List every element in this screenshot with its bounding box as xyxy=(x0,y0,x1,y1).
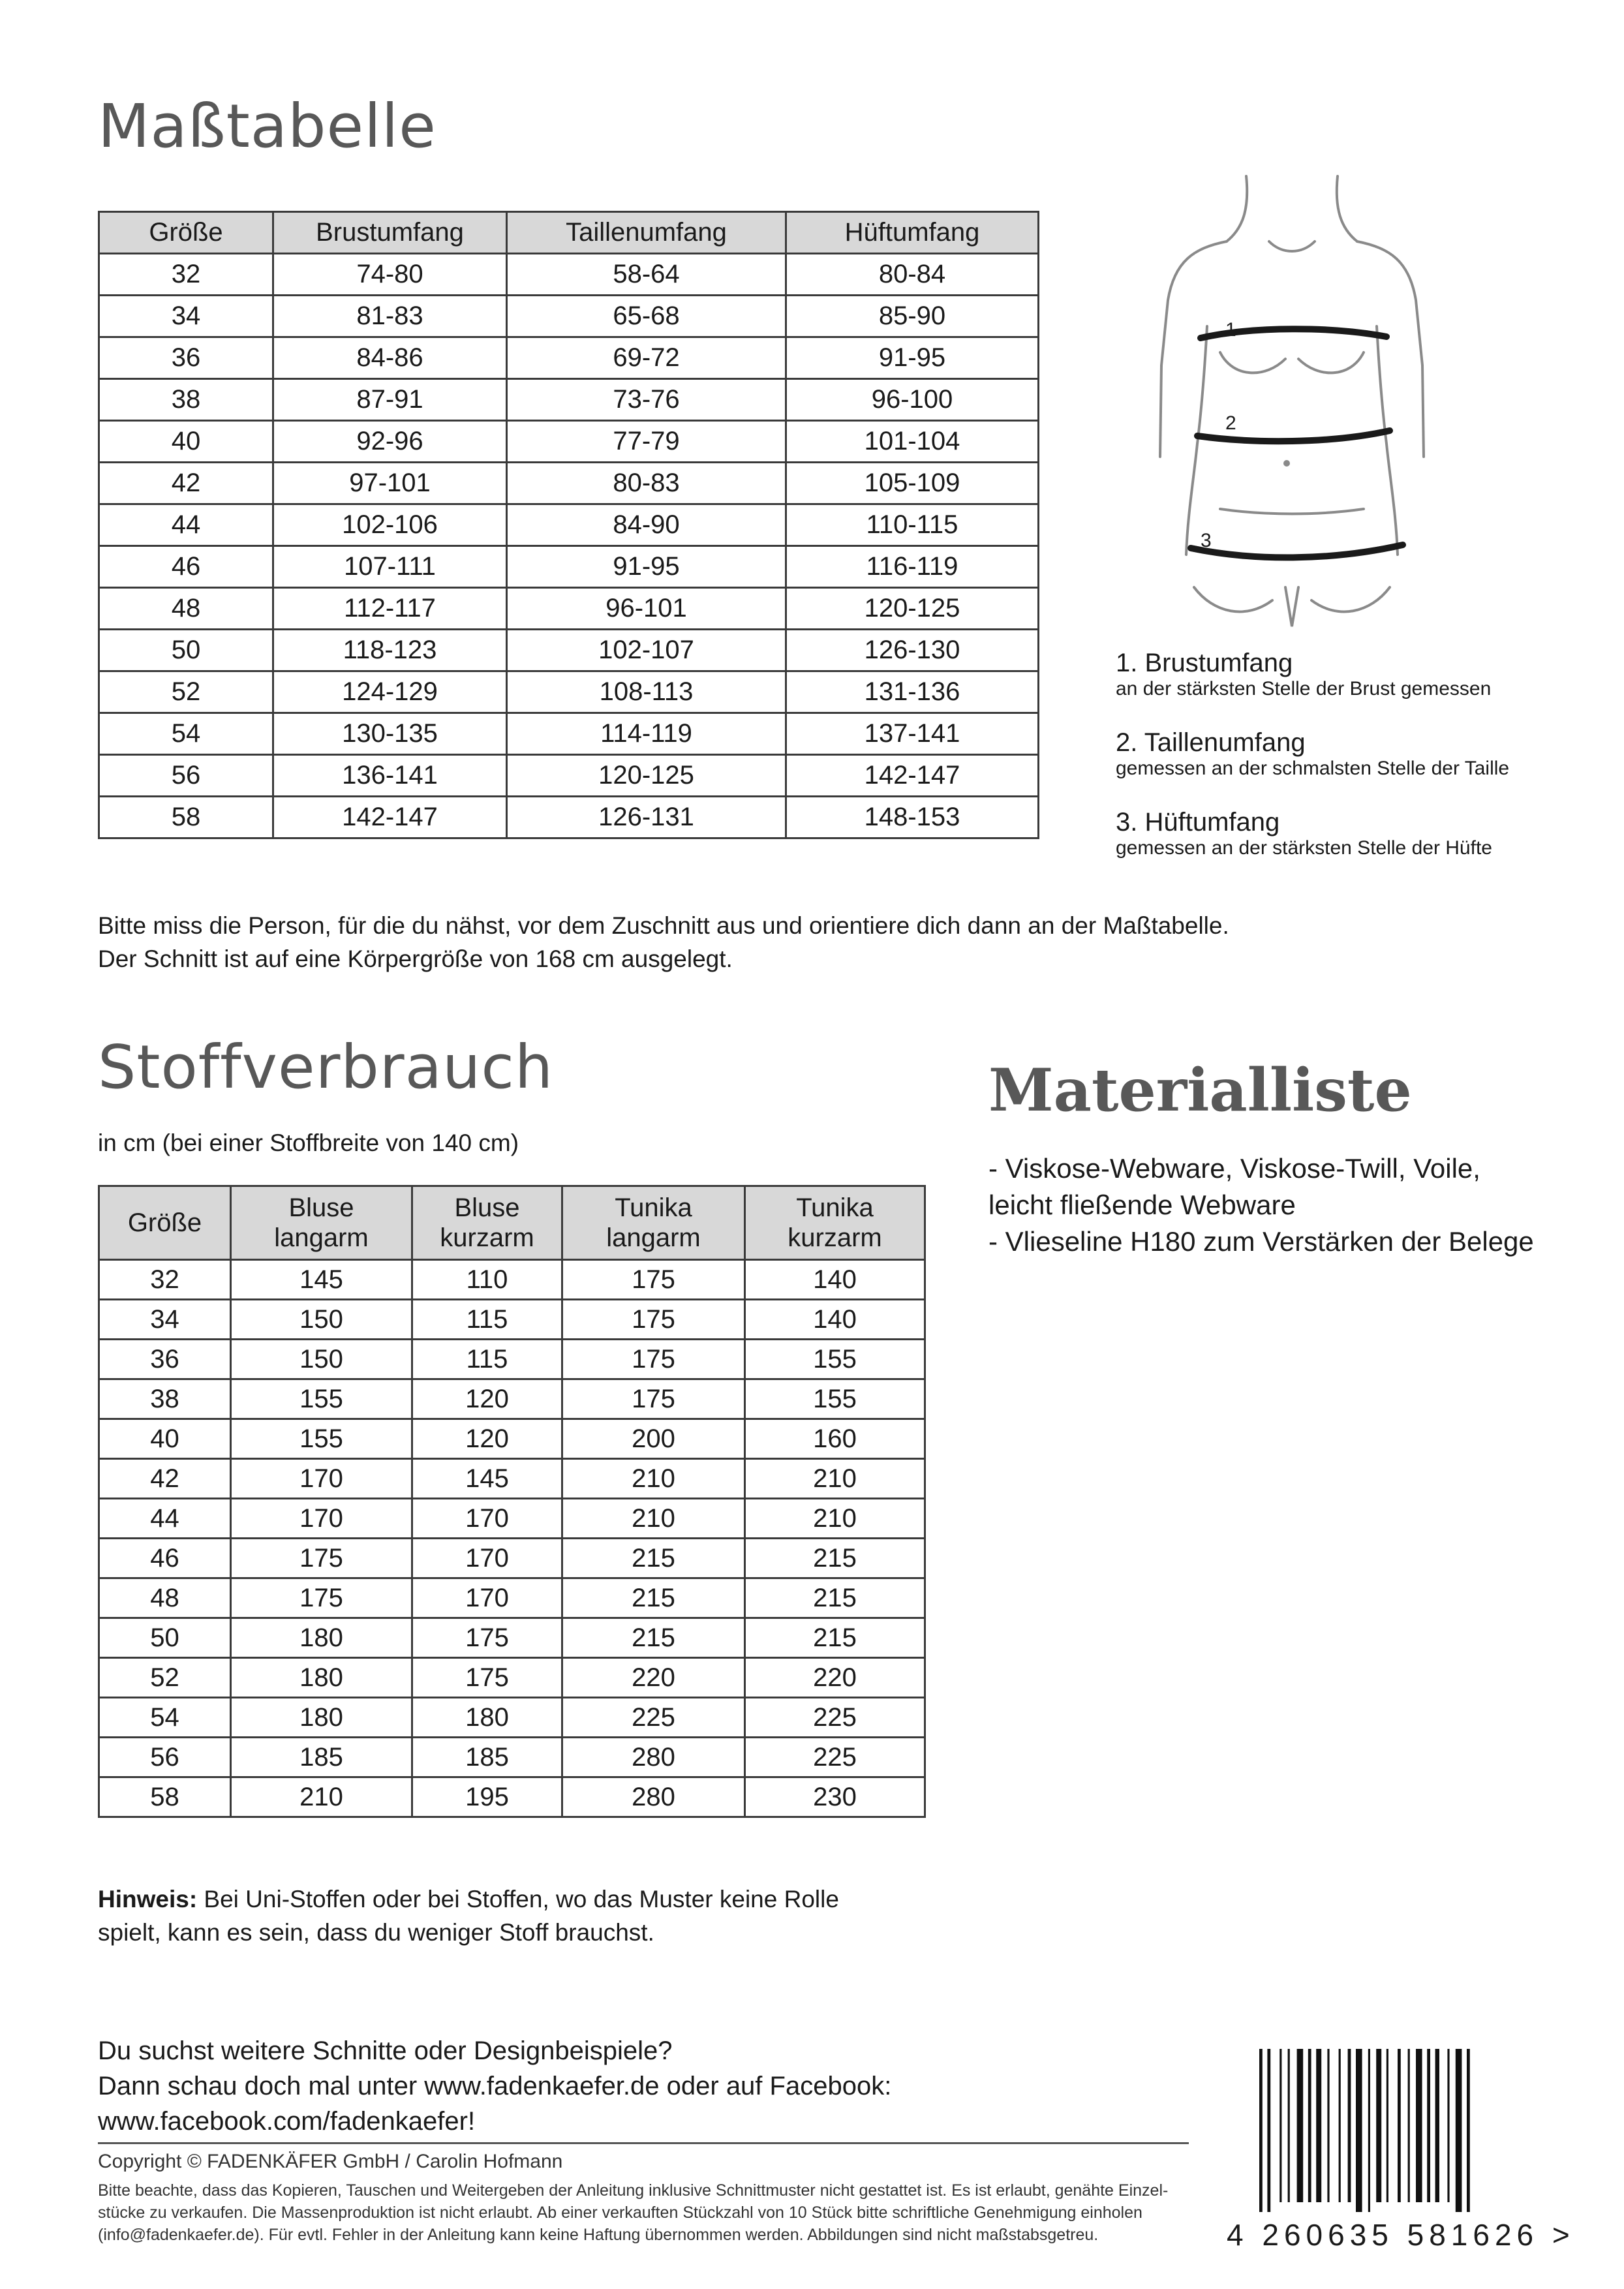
fabric-header-line1: Größe xyxy=(127,1208,202,1237)
hint-text-1: Bei Uni-Stoffen oder bei Stoffen, wo das Muster keine Rolle xyxy=(197,1886,839,1913)
table-cell: 210 xyxy=(562,1459,745,1499)
table-cell: 145 xyxy=(231,1260,412,1300)
barcode xyxy=(1259,2049,1546,2212)
barcode-bar xyxy=(1279,2049,1281,2202)
table-cell: 105-109 xyxy=(786,463,1039,504)
fabric-subtitle: in cm (bei einer Stoffbreite von 140 cm) xyxy=(98,1129,519,1156)
fabric-hint xyxy=(98,1882,839,1949)
size-chart-note-line2: Der Schnitt ist auf eine Körpergröße von 168 cm ausgelegt. xyxy=(98,945,733,972)
barcode-bar xyxy=(1467,2049,1470,2212)
table-cell: 48 xyxy=(99,588,273,630)
table-row xyxy=(99,504,1039,546)
table-cell: 44 xyxy=(99,504,273,546)
footer-divider xyxy=(98,2142,1189,2144)
table-cell: 131-136 xyxy=(786,671,1039,713)
fabric-header-line2: kurzarm xyxy=(440,1223,534,1252)
barcode-bar xyxy=(1408,2049,1410,2202)
table-cell: 150 xyxy=(231,1340,412,1379)
barcode-bar xyxy=(1308,2049,1311,2202)
table-cell: 175 xyxy=(231,1578,412,1618)
table-cell: 101-104 xyxy=(786,421,1039,463)
legal-line-3: (info@fadenkaefer.de). Für evtl. Fehler in der Anleitung kann keine Haftung übernommen werden. Abbildungen sind nicht maßstabsgetreu. xyxy=(98,2226,1099,2244)
table-row xyxy=(99,337,1039,379)
size-chart-title: Maßtabelle xyxy=(98,91,437,161)
size-header-cell: Taillenumfang xyxy=(507,212,786,254)
table-row xyxy=(99,1300,925,1340)
barcode-bar xyxy=(1348,2049,1351,2202)
table-cell: 175 xyxy=(562,1340,745,1379)
table-cell: 230 xyxy=(745,1777,925,1817)
table-cell: 52 xyxy=(99,1658,231,1698)
table-row xyxy=(99,1658,925,1698)
material-item: leicht fließende Webware xyxy=(988,1190,1296,1220)
measurement-legend xyxy=(1116,649,1509,860)
table-cell: 34 xyxy=(99,1300,231,1340)
barcode-bar xyxy=(1427,2049,1430,2202)
fabric-header-cell xyxy=(745,1186,925,1260)
table-cell: 124-129 xyxy=(273,671,507,713)
hint-label: Hinweis: xyxy=(98,1886,198,1913)
table-cell: 46 xyxy=(99,1539,231,1578)
table-row xyxy=(99,546,1039,588)
table-cell: 42 xyxy=(99,1459,231,1499)
table-cell: 52 xyxy=(99,671,273,713)
promo-line-1: Du suchst weitere Schnitte oder Designbeispiele? xyxy=(98,2036,673,2065)
barcode-bar xyxy=(1456,2049,1462,2212)
table-cell: 170 xyxy=(412,1539,562,1578)
fabric-header-line2: langarm xyxy=(274,1223,369,1252)
table-cell: 91-95 xyxy=(507,546,786,588)
table-cell: 50 xyxy=(99,630,273,671)
table-cell: 40 xyxy=(99,421,273,463)
table-cell: 46 xyxy=(99,546,273,588)
table-cell: 56 xyxy=(99,1738,231,1777)
table-row xyxy=(99,421,1039,463)
promo-text xyxy=(98,2033,891,2139)
size-header-cell: Größe xyxy=(99,212,273,254)
table-cell: 280 xyxy=(562,1738,745,1777)
legend-bust-title: 1. Brustumfang xyxy=(1116,649,1293,677)
table-cell: 195 xyxy=(412,1777,562,1817)
table-cell: 58 xyxy=(99,797,273,838)
table-cell: 142-147 xyxy=(273,797,507,838)
barcode-bar xyxy=(1327,2049,1329,2202)
table-cell: 126-130 xyxy=(786,630,1039,671)
table-cell: 215 xyxy=(745,1539,925,1578)
table-cell: 170 xyxy=(412,1578,562,1618)
table-cell: 110-115 xyxy=(786,504,1039,546)
table-cell: 180 xyxy=(231,1658,412,1698)
table-cell: 215 xyxy=(562,1618,745,1658)
table-cell: 69-72 xyxy=(507,337,786,379)
table-cell: 85-90 xyxy=(786,296,1039,337)
table-cell: 108-113 xyxy=(507,671,786,713)
table-cell: 185 xyxy=(231,1738,412,1777)
table-cell: 225 xyxy=(745,1738,925,1777)
table-cell: 120 xyxy=(412,1379,562,1419)
table-cell: 170 xyxy=(231,1459,412,1499)
table-cell: 38 xyxy=(99,1379,231,1419)
table-cell: 215 xyxy=(562,1539,745,1578)
fabric-table xyxy=(98,1185,926,1818)
table-cell: 74-80 xyxy=(273,254,507,296)
table-cell: 200 xyxy=(562,1419,745,1459)
table-cell: 80-84 xyxy=(786,254,1039,296)
table-row xyxy=(99,254,1039,296)
table-cell: 120 xyxy=(412,1419,562,1459)
table-cell: 215 xyxy=(745,1578,925,1618)
fabric-header-cell xyxy=(99,1186,231,1260)
table-cell: 155 xyxy=(745,1340,925,1379)
barcode-bar xyxy=(1398,2049,1401,2202)
table-cell: 91-95 xyxy=(786,337,1039,379)
barcode-bar xyxy=(1356,2049,1362,2212)
barcode-bar xyxy=(1259,2049,1263,2212)
table-cell: 185 xyxy=(412,1738,562,1777)
table-cell: 210 xyxy=(745,1499,925,1539)
table-cell: 126-131 xyxy=(507,797,786,838)
table-cell: 140 xyxy=(745,1300,925,1340)
table-cell: 136-141 xyxy=(273,755,507,797)
table-cell: 210 xyxy=(745,1459,925,1499)
table-cell: 102-106 xyxy=(273,504,507,546)
barcode-bar xyxy=(1387,2049,1388,2202)
table-row xyxy=(99,671,1039,713)
table-cell: 180 xyxy=(231,1698,412,1738)
table-cell: 220 xyxy=(745,1658,925,1698)
table-cell: 50 xyxy=(99,1618,231,1658)
legal-line-2: stücke zu verkaufen. Die Massenproduktion ist nicht erlaubt. Ab einer verkauften Stückzahl von 10 Stück bitte schriftliche Genehmigung einholen xyxy=(98,2204,1142,2222)
barcode-bar xyxy=(1316,2049,1321,2202)
table-cell: 150 xyxy=(231,1300,412,1340)
table-row xyxy=(99,379,1039,421)
legend-waist-subtitle: gemessen an der schmalsten Stelle der Taille xyxy=(1116,758,1510,779)
table-row xyxy=(99,713,1039,755)
table-cell: 32 xyxy=(99,254,273,296)
table-cell: 34 xyxy=(99,296,273,337)
table-cell: 215 xyxy=(745,1618,925,1658)
table-cell: 175 xyxy=(231,1539,412,1578)
fabric-header-line1: Tunika xyxy=(615,1193,692,1222)
table-cell: 110 xyxy=(412,1260,562,1300)
table-row xyxy=(99,755,1039,797)
marker-3: 3 xyxy=(1201,530,1212,551)
fabric-header-cell xyxy=(231,1186,412,1260)
fabric-header-cell xyxy=(412,1186,562,1260)
table-cell: 65-68 xyxy=(507,296,786,337)
table-cell: 170 xyxy=(412,1499,562,1539)
table-cell: 58-64 xyxy=(507,254,786,296)
table-cell: 175 xyxy=(562,1260,745,1300)
fabric-title: Stoffverbrauch xyxy=(98,1032,554,1102)
table-cell: 130-135 xyxy=(273,713,507,755)
fabric-header-line2: kurzarm xyxy=(788,1223,882,1252)
table-cell: 137-141 xyxy=(786,713,1039,755)
fabric-header-line2: langarm xyxy=(606,1223,701,1252)
table-row xyxy=(99,1379,925,1419)
table-row xyxy=(99,1260,925,1300)
legend-hip-subtitle: gemessen an der stärksten Stelle der Hüfte xyxy=(1116,837,1492,859)
table-cell: 142-147 xyxy=(786,755,1039,797)
table-row xyxy=(99,1459,925,1499)
table-cell: 87-91 xyxy=(273,379,507,421)
table-cell: 210 xyxy=(231,1777,412,1817)
barcode-digits: 4 260635 581626 > xyxy=(1227,2218,1575,2252)
marker-1: 1 xyxy=(1225,319,1236,341)
table-cell: 96-100 xyxy=(786,379,1039,421)
table-cell: 58 xyxy=(99,1777,231,1817)
table-cell: 225 xyxy=(562,1698,745,1738)
table-cell: 56 xyxy=(99,755,273,797)
legend-waist-title: 2. Taillenumfang xyxy=(1116,728,1306,757)
table-cell: 280 xyxy=(562,1777,745,1817)
barcode-bar xyxy=(1416,2049,1422,2202)
fabric-header-line1: Tunika xyxy=(796,1193,874,1222)
table-cell: 102-107 xyxy=(507,630,786,671)
table-cell: 120-125 xyxy=(507,755,786,797)
table-cell: 84-90 xyxy=(507,504,786,546)
size-header-cell: Hüftumfang xyxy=(786,212,1039,254)
table-cell: 170 xyxy=(231,1499,412,1539)
table-cell: 175 xyxy=(412,1618,562,1658)
table-row xyxy=(99,1539,925,1578)
table-row xyxy=(99,1698,925,1738)
legal-line-1: Bitte beachte, dass das Kopieren, Tauschen und Weitergeben der Anleitung inklusive Schnittmuster nicht gestattet ist. Es ist erlaubt, genähte Einzel- xyxy=(98,2181,1169,2200)
table-cell: 97-101 xyxy=(273,463,507,504)
table-row xyxy=(99,1777,925,1817)
table-cell: 140 xyxy=(745,1260,925,1300)
table-cell: 155 xyxy=(231,1419,412,1459)
table-cell: 36 xyxy=(99,1340,231,1379)
table-cell: 175 xyxy=(412,1658,562,1698)
barcode-bar xyxy=(1288,2049,1290,2202)
table-row xyxy=(99,588,1039,630)
barcode-bar xyxy=(1435,2049,1439,2202)
table-cell: 148-153 xyxy=(786,797,1039,838)
marker-2: 2 xyxy=(1225,412,1236,434)
table-cell: 155 xyxy=(745,1379,925,1419)
table-cell: 115 xyxy=(412,1340,562,1379)
table-row xyxy=(99,463,1039,504)
table-cell: 115 xyxy=(412,1300,562,1340)
legend-hip-title: 3. Hüftumfang xyxy=(1116,808,1280,837)
table-cell: 44 xyxy=(99,1499,231,1539)
barcode-bar xyxy=(1339,2049,1341,2202)
table-cell: 225 xyxy=(745,1698,925,1738)
table-cell: 175 xyxy=(562,1379,745,1419)
table-cell: 77-79 xyxy=(507,421,786,463)
table-cell: 180 xyxy=(231,1618,412,1658)
table-cell: 215 xyxy=(562,1578,745,1618)
table-cell: 210 xyxy=(562,1499,745,1539)
table-cell: 160 xyxy=(745,1419,925,1459)
barcode-bar xyxy=(1376,2049,1381,2202)
promo-line-2: Dann schau doch mal unter www.fadenkaefer.de oder auf Facebook: xyxy=(98,2072,892,2100)
legal-notice xyxy=(98,2179,1207,2246)
fabric-header-cell xyxy=(562,1186,745,1260)
table-cell: 180 xyxy=(412,1698,562,1738)
table-row xyxy=(99,1340,925,1379)
body-measurement-figure xyxy=(1135,170,1448,639)
table-row xyxy=(99,296,1039,337)
hint-text-2: spielt, kann es sein, dass du weniger Stoff brauchst. xyxy=(98,1919,654,1946)
table-row xyxy=(99,1419,925,1459)
fabric-header-line1: Bluse xyxy=(288,1193,354,1222)
size-chart-note xyxy=(98,909,1229,976)
table-cell: 120-125 xyxy=(786,588,1039,630)
table-cell: 42 xyxy=(99,463,273,504)
barcode-bar xyxy=(1267,2049,1270,2212)
barcode-bar xyxy=(1297,2049,1304,2202)
materials-list xyxy=(988,1150,1534,1260)
table-cell: 114-119 xyxy=(507,713,786,755)
table-cell: 92-96 xyxy=(273,421,507,463)
table-row xyxy=(99,630,1039,671)
table-row xyxy=(99,1618,925,1658)
size-chart-table xyxy=(98,211,1039,839)
table-cell: 80-83 xyxy=(507,463,786,504)
table-cell: 112-117 xyxy=(273,588,507,630)
table-cell: 84-86 xyxy=(273,337,507,379)
table-cell: 118-123 xyxy=(273,630,507,671)
size-chart-note-line1: Bitte miss die Person, für die du nähst, vor dem Zuschnitt aus und orientiere dich dann an der Maßtabelle. xyxy=(98,912,1229,939)
copyright: Copyright © FADENKÄFER GmbH / Carolin Hofmann xyxy=(98,2151,563,2172)
table-cell: 32 xyxy=(99,1260,231,1300)
size-header-cell: Brustumfang xyxy=(273,212,507,254)
table-cell: 107-111 xyxy=(273,546,507,588)
materials-title: Materialliste xyxy=(988,1056,1412,1125)
table-cell: 36 xyxy=(99,337,273,379)
table-cell: 145 xyxy=(412,1459,562,1499)
legend-bust-subtitle: an der stärksten Stelle der Brust gemessen xyxy=(1116,678,1492,699)
table-row xyxy=(99,1738,925,1777)
table-cell: 155 xyxy=(231,1379,412,1419)
table-cell: 54 xyxy=(99,713,273,755)
material-item: - Vlieseline H180 zum Verstärken der Belege xyxy=(988,1226,1534,1257)
table-row xyxy=(99,797,1039,838)
table-cell: 40 xyxy=(99,1419,231,1459)
table-cell: 54 xyxy=(99,1698,231,1738)
table-cell: 116-119 xyxy=(786,546,1039,588)
table-cell: 81-83 xyxy=(273,296,507,337)
table-cell: 220 xyxy=(562,1658,745,1698)
fabric-header-line1: Bluse xyxy=(454,1193,520,1222)
barcode-bar xyxy=(1447,2049,1449,2202)
material-item: - Viskose-Webware, Viskose-Twill, Voile, xyxy=(988,1153,1480,1184)
barcode-bar xyxy=(1368,2049,1370,2212)
table-cell: 96-101 xyxy=(507,588,786,630)
table-row xyxy=(99,1578,925,1618)
table-cell: 38 xyxy=(99,379,273,421)
table-row xyxy=(99,1499,925,1539)
promo-line-3: www.facebook.com/fadenkaefer! xyxy=(98,2107,476,2136)
table-cell: 73-76 xyxy=(507,379,786,421)
table-cell: 175 xyxy=(562,1300,745,1340)
table-cell: 48 xyxy=(99,1578,231,1618)
